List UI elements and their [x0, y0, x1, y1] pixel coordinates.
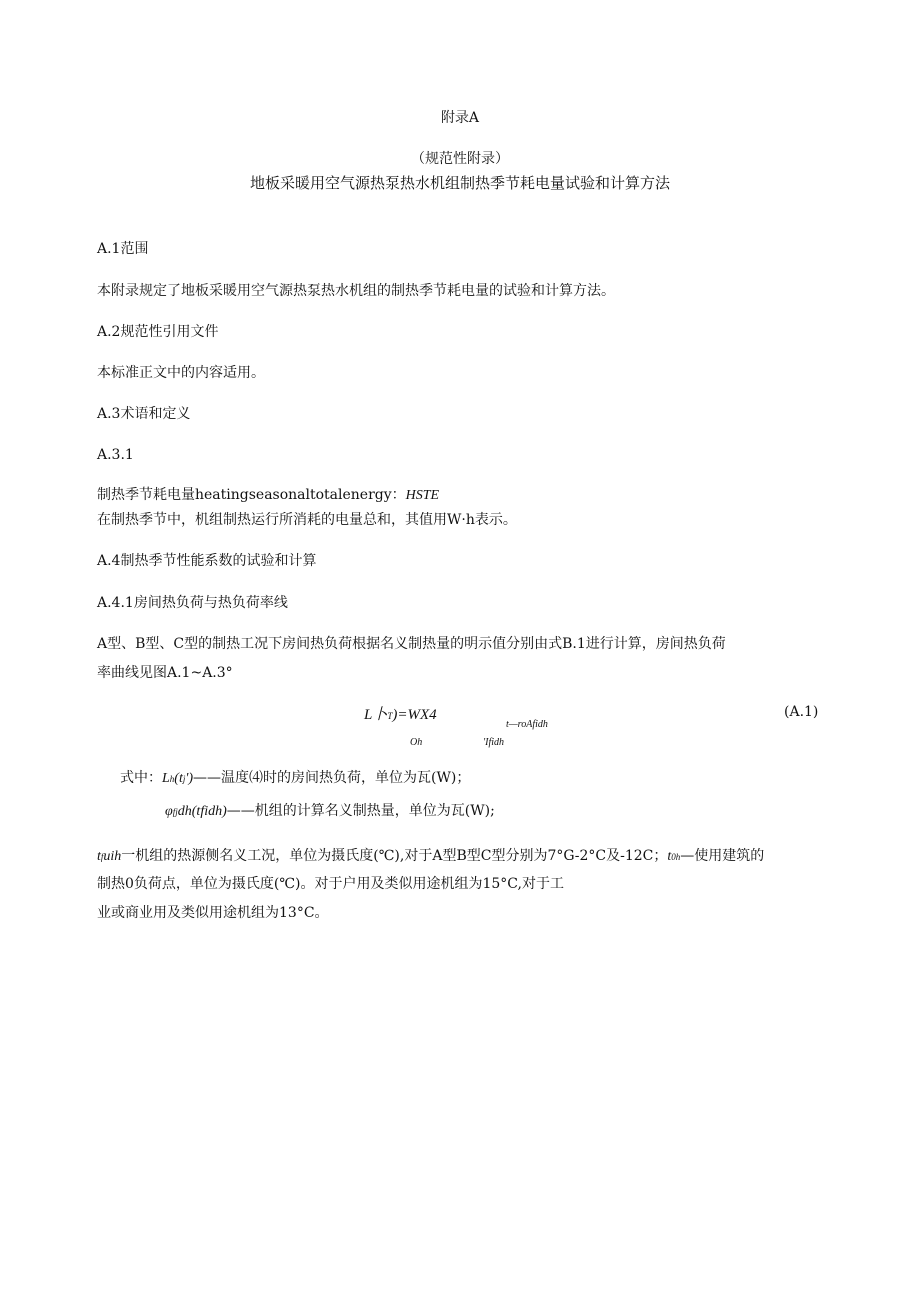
section-a41-body-line1: A型、B型、C型的制热工况下房间热负荷根据名义制热量的明示值分别由式B.1进行计算，房间热负荷	[97, 636, 726, 652]
definition-line-4: 制热0负荷点，单位为摄氏度(℃)。对于户用及类似用途机组为15°C,对于工	[97, 876, 564, 892]
section-a1-heading: A.1范围	[97, 241, 149, 257]
definition-line-5: 业或商业用及类似用途机组为13°C。	[97, 905, 329, 921]
definition-line-1: 式中：Lh(tj')——温度⑷时的房间热负荷，单位为瓦(W)；	[120, 770, 471, 786]
term-definition: 在制热季节中，机组制热运行所消耗的电量总和，其值用W·h表示。	[97, 512, 517, 528]
section-a1-body: 本附录规定了地板采暖用空气源热泵热水机组的制热季节耗电量的试验和计算方法。	[97, 283, 615, 299]
normative-tag: （规范性附录）	[411, 151, 509, 167]
section-a4-heading: A.4制热季节性能系数的试验和计算	[97, 553, 317, 569]
definition-line-3: tfuih一机组的热源侧名义工况，单位为摄氏度(℃),对于A型B型C型分别为7°G-2°C及-12C；t0h—使用建筑的	[97, 848, 765, 864]
main-title: 地板采暖用空气源热泵热水机组制热季节耗电量试验和计算方法	[249, 174, 670, 192]
equation-sub-tfidh: 'Ifidh	[483, 737, 505, 748]
equation-sub-oh: Oh	[410, 737, 423, 748]
section-a2-body: 本标准正文中的内容适用。	[97, 365, 265, 381]
section-a2-heading: A.2规范性引用文件	[97, 324, 219, 340]
term-name: 制热季节耗电量heatingseasonaltotalenergy：	[97, 487, 406, 503]
definition-line-2: φfjdh(tfidh)——机组的计算名义制热量，单位为瓦(W);	[165, 803, 495, 819]
appendix-title: 附录A	[440, 110, 480, 126]
term-line	[97, 487, 439, 505]
equation-lhs: L卜T)=WX4	[364, 707, 437, 723]
equation-upper-term: t—roAfidh	[506, 719, 548, 730]
section-a41-body-line2: 率曲线见图A.1~A.3°	[97, 665, 233, 681]
section-a3-heading: A.3术语和定义	[97, 406, 191, 422]
equation-number: (A.1)	[784, 704, 819, 720]
section-a41-heading: A.4.1房间热负荷与热负荷率线	[97, 595, 288, 611]
section-a31-heading: A.3.1	[97, 447, 134, 463]
term-abbreviation: HSTE	[405, 488, 440, 503]
